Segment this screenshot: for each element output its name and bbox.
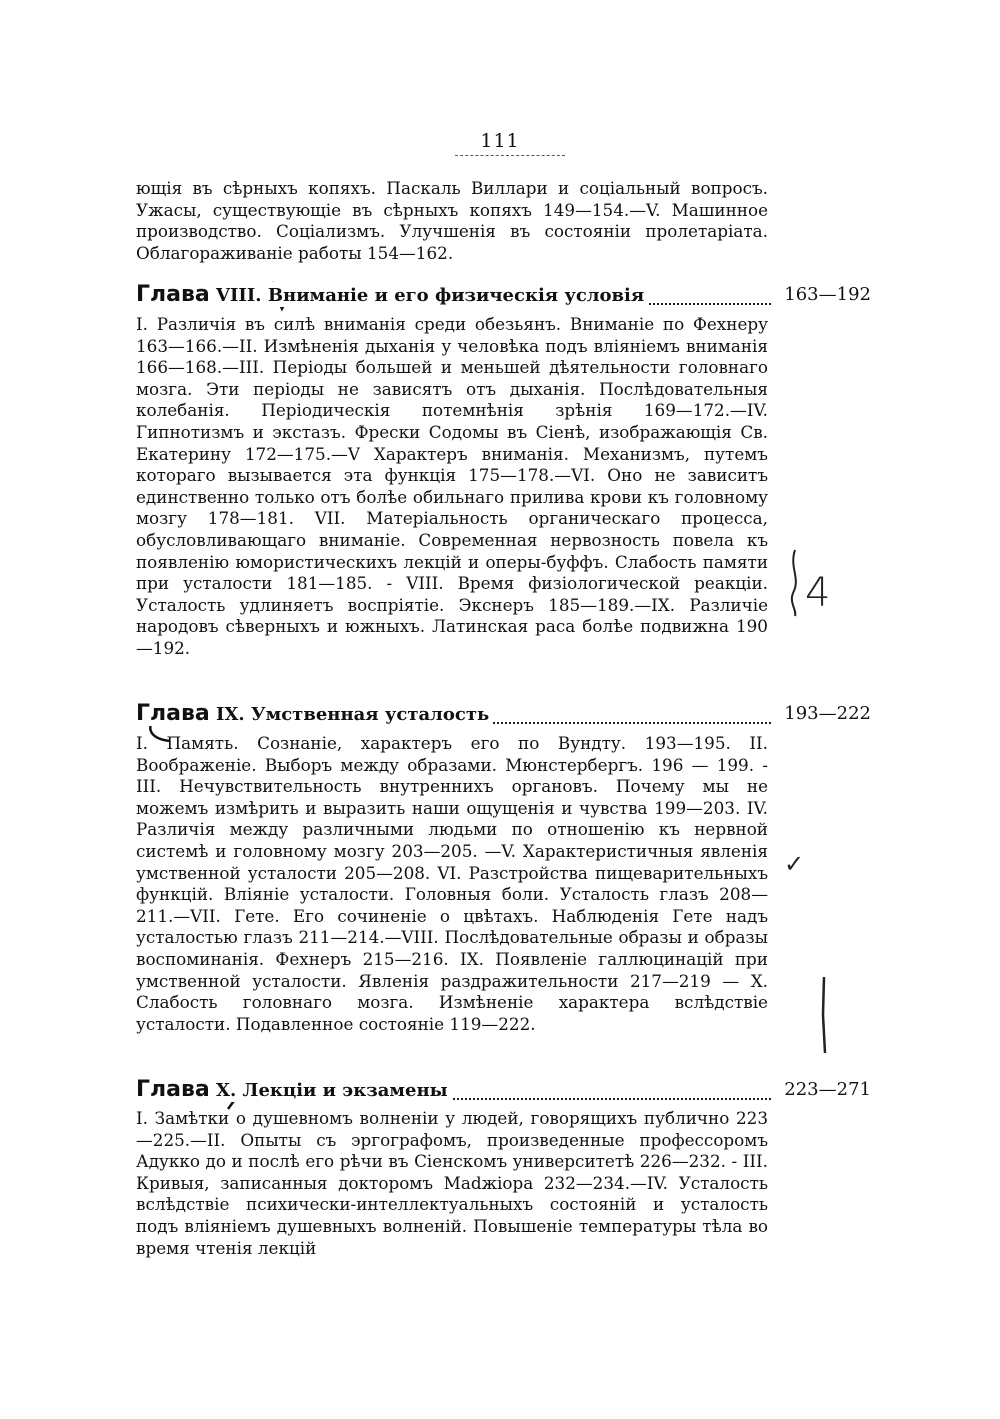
chapter-title: Умственная усталость: [250, 704, 490, 725]
chapter-label: Глава: [136, 1077, 210, 1102]
chapter-pages: 193—222: [778, 703, 871, 724]
handwritten-margin-line-icon: [818, 975, 830, 1055]
chapter-title: Лекціи и экзамены: [242, 1080, 448, 1101]
chapter-number: IX.: [216, 704, 245, 725]
handwritten-brace-icon: [785, 548, 815, 618]
handwritten-mark-four: 4: [805, 570, 831, 616]
chapter-heading-viii: [136, 282, 871, 312]
page-number-rule: [455, 155, 565, 156]
page-number: 111: [480, 130, 520, 152]
chapter-body-ix: I. Память. Сознаніе, характеръ его по Вундту. 193—195. II. Воображеніе. Выборъ между образами. Мюнстербергъ. 196 — 199. - III. Нечувствительность внутреннихъ органовъ. Почему мы не можемъ измѣрить и выразить наши ощущенія и чувства 199—203. IV. Различія между различными людьми по отношенію къ нервной системѣ и головному мозгу 203—205. —V. Характеристичныя явленія умственной усталости 205—208. VI. Разстройства пищеварительныхъ функцій. Вліяніе усталости. Головныя боли. Усталость глазъ 208—211.—VII. Гете. Его сочиненіе о цвѣтахъ. Наблюденія Гете надъ усталостью глазъ 211—214.—VIII. Послѣдовательные образы и образы воспоминанія. Фехнеръ 215—216. IX. Появленіе галлюцинацій при умственной усталости. Явленія раздражительности 217—219 — X. Слабость головнаго мозга. Измѣненіе характера вслѣдствіе усталости. Подавленное состояніе 119—222.: [136, 733, 768, 1034]
chapter-label: Глава: [136, 282, 210, 307]
handwritten-checkmark: ✓: [784, 850, 805, 878]
chapter-pages: 163—192: [778, 284, 871, 305]
chapter-body-x: I. Замѣтки о душевномъ волненіи у людей, говорящихъ публично 223—225.—II. Опыты съ эргографомъ, произведенные профессоромъ Адукко до и послѣ его рѣчи въ Сіенскомъ университетѣ 226—232. - III. Кривыя, записанныя докторомъ Madжіора 232—234.—IV. Усталость вслѣдствіе психически-интеллектуальныхъ состояній и усталость подъ вліяніемъ душевныхъ волненій. Повышеніе температуры тѣла во время чтенія лекцій: [136, 1108, 768, 1258]
chapter-title: Вниманіе и его физическія условія: [267, 285, 645, 306]
chapter-body-viii: I. Различія въ силѣ вниманія среди обезьянъ. Вниманіе по Фехнеру 163—166.—II. Измѣненія дыханія у человѣка подъ вліяніемъ вниманія 166—168.—III. Періоды большей и меньшей дѣятельности головнаго мозга. Эти періоды не зависятъ отъ дыханія. Послѣдовательныя колебанія. Періодическія потемнѣнія зрѣнія 169—172.—IV. Гипнотизмъ и экстазъ. Фрески Содомы въ Сіенѣ, изображающія Св. Екатерину 172—175.—V Характеръ вниманія. Механизмъ, путемъ котораго вызывается эта функція 175—178.—VI. Оно не зависитъ единственно только отъ болѣе обильнаго прилива крови къ головному мозгу 178—181. VII. Матеріальность органическаго процесса, обусловливающаго вниманіе. Современная нервозность повела къ появленію юмористическихъ лекцій и оперы-буффъ. Слабость памяти при усталости 181—185. - VIII. Время физіологической реакціи. Усталость удлиняетъ воспріятіе. Экснеръ 185—189.—IX. Различіе народовъ сѣверныхъ и южныхъ. Латинская раса болѣе подвижна 190—192.: [136, 314, 768, 658]
intro-paragraph: ющія въ сѣрныхъ копяхъ. Паскаль Виллари и соціальный вопросъ. Ужасы, существующіе въ сѣрныхъ копяхъ 149—154.—V. Машинное производство. Соціализмъ. Улучшенія въ состояніи пролетаріата. Облагораживаніе работы 154—162.: [136, 178, 768, 263]
chapter-number: VIII.: [216, 285, 262, 306]
chapter-label: Глава: [136, 701, 210, 726]
chapter-number: X.: [216, 1080, 237, 1101]
chapter-pages: 223—271: [778, 1079, 871, 1100]
